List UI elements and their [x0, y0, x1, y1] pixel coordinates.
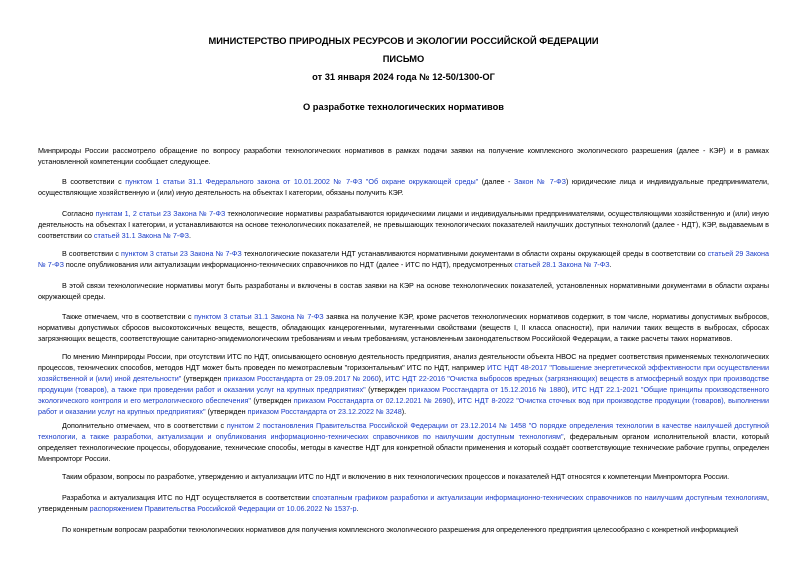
ministry-title: МИНИСТЕРСТВО ПРИРОДНЫХ РЕСУРСОВ И ЭКОЛОГИИ РОССИЙСКОЙ ФЕДЕРАЦИИ: [208, 36, 599, 46]
reference-link[interactable]: статьей 29 Закона № 7-ФЗ: [38, 249, 770, 270]
document-subject: О разработке технологических нормативов: [302, 102, 505, 112]
paragraph-text: Также отмечаем, что в соответствии с: [62, 312, 195, 321]
paragraph: [38, 492, 769, 514]
reference-link[interactable]: статьей 31.1 Закона № 7-ФЗ: [93, 231, 190, 241]
paragraph-text: Согласно: [62, 209, 96, 218]
paragraph-text: ) юридические лица и индивидуальные предприниматели, осуществляющие хозяйственную и (или) иную деятельность на объектах I категории, обязаны получить КЭР.: [38, 177, 769, 198]
paragraph: [38, 471, 769, 482]
paragraph-text: ),: [565, 385, 573, 395]
paragraph-text: (утвержден: [250, 396, 294, 406]
reference-link[interactable]: распоряжением Правительства Российской Федерации от 10.06.2022 № 1537-р: [89, 504, 357, 514]
paragraph-text: ).: [401, 407, 407, 417]
paragraph: [38, 248, 769, 270]
reference-link[interactable]: пунктом 1 статьи 31.1 Федерального закона от 10.01.2002 № 7-ФЗ "Об охране окружающей среды": [125, 177, 479, 186]
paragraph: [38, 351, 769, 418]
paragraph-text: ),: [450, 396, 458, 406]
reference-link[interactable]: пунктам 1, 2 статьи 23 Закона № 7-ФЗ: [95, 209, 226, 218]
paragraph: [38, 208, 769, 241]
paragraph-text: Разработка и актуализация ИТС по НДТ осуществляется в соответствии: [62, 493, 313, 502]
document-date-number: от 31 января 2024 года № 12-50/1300-ОГ: [312, 72, 495, 82]
paragraph-text: заявка на получение КЭР, кроме расчетов технологических нормативов содержит, в том числе, нормативы допустимых выбросов, нормативы допустимых сбросов высокотоксичных веществ, веществ, обладающих канцерогенными, мутагенными свойствами (веществ I, II класса опасности), при наличии таких веществ в выбросах, сбросах загрязняющих веществ, соответствующие санитарно-эпидемиологическим требованиям и иным требованиям, установленным законодательством Российской Федерации, а также расчеты таких нормативов.: [38, 312, 769, 344]
paragraph-text: .: [356, 504, 359, 514]
paragraph-text: По мнению Минприроды России, при отсутствии ИТС по НДТ, описывающего основную деятельность предприятия, анализ деятельности объекта НВОС на предмет соответствия применяемых технологических процессов, технических способов, методов НДТ может быть проведен по межотраслевым "горизонтальным" ИТС по НДТ, например: [38, 352, 769, 373]
reference-link[interactable]: пунктом 3 статьи 23 Закона № 7-ФЗ: [120, 249, 242, 258]
paragraph-text: .: [189, 231, 192, 241]
paragraph-text: технологические показатели НДТ устанавливаются нормативными документами в области охраны окружающей среды в соответствии со: [241, 249, 708, 258]
paragraph-text: В соответствии с: [62, 177, 126, 186]
paragraph-text: .: [609, 260, 612, 270]
paragraph-text: Минприроды России рассмотрело обращение по вопросу разработки технологических нормативов в рамках подачи заявки на получение комплексного экологического разрешения (далее - КЭР) и в рамках установленной компетенции сообщает следующее.: [38, 146, 769, 167]
reference-link[interactable]: споэтапным графиком разработки и актуализации информационно-технических справочников по наилучшим доступным технологиям: [312, 493, 767, 502]
reference-link[interactable]: Закон № 7-ФЗ: [513, 177, 566, 186]
paragraph-text: Дополнительно отмечаем, что в соответствии с: [62, 421, 227, 430]
paragraph-text: технологические нормативы разрабатываются юридическими лицами и индивидуальными предпринимателями, осуществляющими хозяйственную и (или) иную деятельность на объектах I категории, и устанавливаются на основе технологических показателей, не превышающих технологических показателей наилучших доступных технологий (далее - НДТ), КЭР, выдаваемым в соответствии со: [38, 209, 769, 241]
document-type: ПИСЬМО: [382, 54, 425, 64]
paragraph-text: (утвержден: [205, 407, 248, 417]
reference-link[interactable]: пунктом 2 постановления Правительства Российской Федерации от 23.12.2014 № 1458 "О порядке определения технологии в качестве наилучшей доступной технологии, а также разработки, актуализации и опубликования информационно-технических справочников по наилучшим доступным технологиям": [38, 421, 769, 442]
paragraph: [38, 524, 769, 535]
paragraph-text: (утвержден: [365, 385, 409, 395]
paragraph: [38, 176, 769, 198]
paragraph-text: В соответствии с: [62, 249, 121, 258]
paragraph-text: Таким образом, вопросы по разработке, утверждению и актуализации ИТС по НДТ и включению в них технологических процессов и показателей НДТ относятся к компетенции Минпромторга России.: [62, 472, 730, 481]
reference-link[interactable]: пунктом 3 статьи 31.1 Закона № 7-ФЗ: [194, 312, 324, 321]
paragraph-text: , федеральным органом исполнительной власти, который определяет технологические процессы, оборудование, технические способы, методы в качестве НДТ для конкретной области применения и который создаёт соответствующие технические рабочие группы, определен Минпромторг России.: [38, 432, 769, 464]
reference-link[interactable]: ИТС НДТ 48-2017 "Повышение энергетической эффективности при осуществлении хозяйственной и (или) иной деятельности": [38, 363, 769, 384]
reference-link[interactable]: ИТС НДТ 8-2022 "Очистка сточных вод при производстве продукции (товаров), выполнении работ и оказании услуг на крупных предприятиях": [38, 396, 769, 417]
paragraph-text: после опубликования или актуализации информационно-технических справочников по НДТ (далее - ИТС по НДТ), предусмотренных: [63, 260, 515, 270]
paragraph: [38, 311, 769, 344]
paragraph-text: В этой связи технологические нормативы могут быть разработаны и включены в состав заявки на КЭР на основе технологических показателей, установленных нормативными документами в области охраны окружающей среды.: [38, 281, 769, 302]
paragraph-text: (утвержден: [181, 374, 224, 384]
paragraph-text: ),: [378, 374, 386, 384]
paragraph: [38, 280, 769, 302]
reference-link[interactable]: приказом Росстандарта от 15.12.2016 № 1880: [408, 385, 566, 395]
paragraph: [38, 420, 769, 464]
reference-link[interactable]: приказом Росстандарта от 23.12.2022 № 3248: [247, 407, 402, 417]
paragraph-text: По конкретным вопросам разработки технологических нормативов для получения комплексного экологического разрешения для определенного предприятия целесообразно с конкретной информацией: [62, 525, 739, 534]
reference-link[interactable]: ИТС НДТ 22.1-2021 "Общие принципы производственного экологического контроля и его метрологического обеспечения": [38, 385, 769, 406]
reference-link[interactable]: приказом Росстандарта от 02.12.2021 № 2690: [293, 396, 451, 406]
paragraph-text: (далее -: [478, 177, 514, 186]
paragraph: [38, 145, 769, 167]
reference-link[interactable]: статьей 28.1 Закона № 7-ФЗ: [514, 260, 610, 270]
paragraph-text: , утвержденным: [38, 493, 769, 514]
reference-link[interactable]: приказом Росстандарта от 29.09.2017 № 2060: [223, 374, 379, 384]
reference-link[interactable]: ИТС НДТ 22-2016 "Очистка выбросов вредных (загрязняющих) веществ в атмосферный воздух при производстве продукции (товаров), а также при проведении работ и оказании услуг на крупных предприятиях": [38, 374, 769, 395]
